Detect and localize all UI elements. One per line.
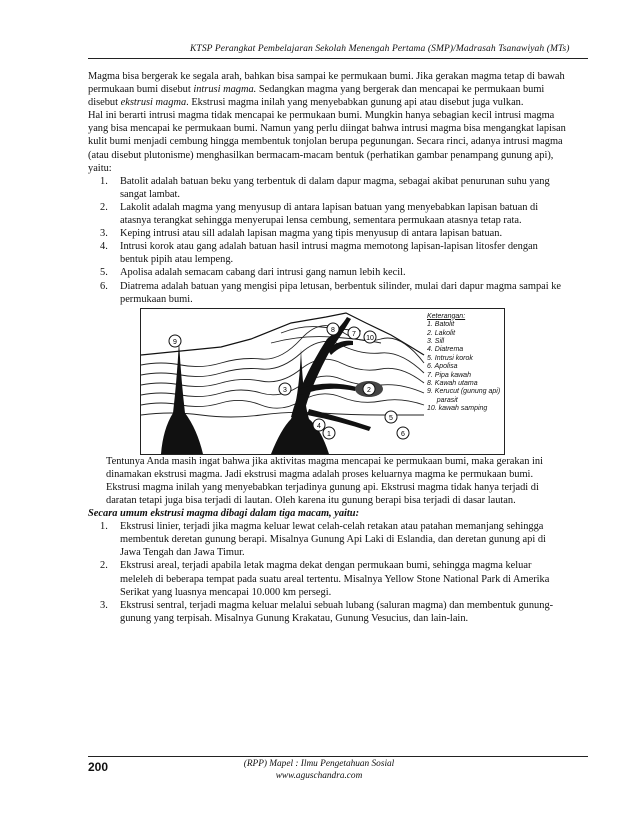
- list-text: Ekstrusi sentral, terjadi magma keluar melalui sebuah lubang (saluran magma) dan membentuk gunung-gunung yang terpisah. Misalnya Gunung Krakatau, Gunung Vesucius, dan lain-lain.: [120, 599, 554, 624]
- term-ekstrusi-magma: ekstrusi magma: [120, 97, 187, 109]
- marker-label: 5: [389, 414, 393, 422]
- list-number: 6.: [100, 280, 108, 292]
- list-item: [88, 520, 566, 559]
- list-item: [88, 280, 566, 306]
- intro-paragraph-1: [88, 70, 566, 109]
- marker-label: 9: [173, 338, 177, 346]
- extrusion-section-title: Secara umum ekstrusi magma dibagi dalam tiga macam, yaitu:: [88, 508, 360, 520]
- list-number: 1.: [100, 175, 108, 187]
- list-number: 2.: [100, 560, 108, 572]
- intro-text: . Ekstrusi magma inilah yang menyebabkan gunung api atau disebut juga vulkan.: [186, 97, 524, 109]
- legend-item: 1. Batolit: [427, 321, 455, 329]
- legend-item: 7. Pipa kawah: [427, 371, 471, 379]
- list-item: [88, 266, 566, 279]
- marker-label: 10: [366, 334, 374, 342]
- legend-item: 4. Diatrema: [427, 346, 464, 354]
- list-text: Diatrema adalah batuan yang mengisi pipa letusan, berbentuk silinder, mulai dari dapur magma sampai ke permukaan bumi.: [120, 280, 562, 305]
- legend-item: parasit: [427, 396, 458, 404]
- list-item: [88, 227, 566, 240]
- batolith-left: [161, 338, 203, 454]
- page-number: 200: [88, 760, 109, 774]
- marker-label: 6: [401, 430, 405, 438]
- intro-text: Magma bisa bergerak ke segala arah, bahkan bisa sampai ke permukaan bumi. Jika gerakan magma tetap di bawah permukaan bumi disebut: [88, 71, 565, 96]
- marker-label: 1: [327, 430, 331, 438]
- marker-label: 7: [352, 330, 356, 338]
- footer-subject: (RPP) Mapel : Ilmu Pengetahuan Sosial: [243, 759, 395, 769]
- footer-website: www.aguschandra.com: [275, 770, 363, 781]
- intro-paragraph-2: Hal ini berarti intrusi magma tidak mencapai ke permukaan bumi. Mungkin hanya sebagian kecil intrusi magma yang bisa mencapai ke permukaan bumi. Namun yang perlu diingat bahwa intrusi magma bisa mengangkat lapisan kulit bumi menjadi cembung hingga membentuk tonjolan berupa pegunungan. Secara rinci, adanya intrusi magma (atau disebut plutonisme) menghasilkan bermacam-macam bentuk (perhatikan gambar penampang gunung api), yaitu:: [88, 110, 566, 174]
- after-figure-paragraph: Tentunya Anda masih ingat bahwa jika aktivitas magma mencapai ke permukaan bumi, maka gerakan ini dinamakan ekstrusi magma. Jadi ekstrusi magma adalah proses keluarnya magma ke permukaan bumi. Ekstrusi magma inilah yang menyebabkan terjadinya gunung api. Ekstrusi magma tidak hanya terjadi di daratan tetapi juga bisa terjadi di lautan. Oleh karena itu gunung berapi bisa terjadi di dasar lautan.: [106, 455, 543, 506]
- running-footer: [200, 759, 438, 782]
- header-divider: [88, 58, 588, 59]
- running-header: KTSP Perangkat Pembelajaran Sekolah Menengah Pertama (SMP)/Madrasah Tsanawiyah (MTs): [190, 44, 570, 54]
- list-item: [88, 201, 566, 227]
- intro-text: Sedangkan magma yang bergerak dan mencapai ke permukaan bumi disebut: [88, 84, 545, 109]
- intrusion-list: [88, 175, 566, 306]
- list-text: Ekstrusi linier, terjadi jika magma keluar lewat celah-celah retakan atau patahan memanjang sehingga membentuk deretan gunung berapi. Misalnya Gunung Api Laki di Eslandia, dan deretan gunung api di Jawa Tengah dan Jawa Timur.: [120, 521, 546, 559]
- footer-divider: [88, 756, 588, 757]
- legend-item: 8. Kawah utama: [427, 379, 478, 387]
- list-number: 3.: [100, 599, 108, 611]
- list-text: Lakolit adalah magma yang menyusup di antara lapisan batuan yang menyebabkan lapisan batuan di atasnya terangkat sehingga menyerupai lensa cembung, sementara permukaan atasnya tetap rata.: [120, 201, 539, 227]
- list-text: Ekstrusi areal, terjadi apabila letak magma dekat dengan permukaan bumi, sehingga magma keluar meleleh di beberapa tempat pada suatu areal tertentu. Misalnya Yellow Stone National Park di Amerika Serikat yang luasnya mencapai 10.000 km persegi.: [120, 560, 550, 598]
- marker-label: 2: [367, 386, 371, 394]
- list-text: Apolisa adalah semacam cabang dari intrusi gang namun lebih kecil.: [120, 267, 406, 279]
- page-body: [88, 70, 566, 625]
- marker-label: 4: [317, 422, 321, 430]
- list-item: [88, 240, 566, 266]
- volcano-cross-section-figure: [140, 308, 505, 455]
- list-item: [88, 175, 566, 201]
- diatrema-pipe: [291, 317, 351, 417]
- marker-label: 8: [331, 326, 335, 334]
- list-number: 2.: [100, 201, 108, 213]
- list-number: 4.: [100, 241, 108, 253]
- legend-item: 2. Lakolit: [427, 329, 456, 337]
- list-number: 5.: [100, 267, 108, 279]
- legend-item: 5. Intrusi korok: [427, 354, 473, 362]
- list-text: Keping intrusi atau sill adalah lapisan magma yang tipis menyusup di antara lapisan batuan.: [120, 228, 503, 240]
- term-intrusi-magma: intrusi magma.: [193, 84, 257, 96]
- legend-item: 3. Sill: [427, 337, 445, 345]
- legend-item: 6. Apolisa: [427, 363, 458, 371]
- extrusion-list: [88, 520, 566, 625]
- marker-label: 3: [283, 386, 287, 394]
- legend-item: 10. kawah samping: [427, 405, 488, 413]
- list-number: 1.: [100, 521, 108, 533]
- mountain-outline: [141, 313, 424, 355]
- list-text: Batolit adalah batuan beku yang terbentuk di dalam dapur magma, sebagai akibat penurunan suhu yang sangat lambat.: [120, 175, 550, 200]
- list-item: [88, 559, 566, 598]
- figure-legend: [427, 313, 501, 414]
- legend-title: Keterangan:: [427, 312, 466, 320]
- legend-item: 9. Kerucut (gunung api): [427, 388, 501, 396]
- list-text: Intrusi korok atau gang adalah batuan hasil intrusi magma memotong lapisan-lapisan litosfer dengan bentuk pipih atau lempeng.: [120, 241, 538, 266]
- list-item: [88, 599, 566, 625]
- list-number: 3.: [100, 228, 108, 240]
